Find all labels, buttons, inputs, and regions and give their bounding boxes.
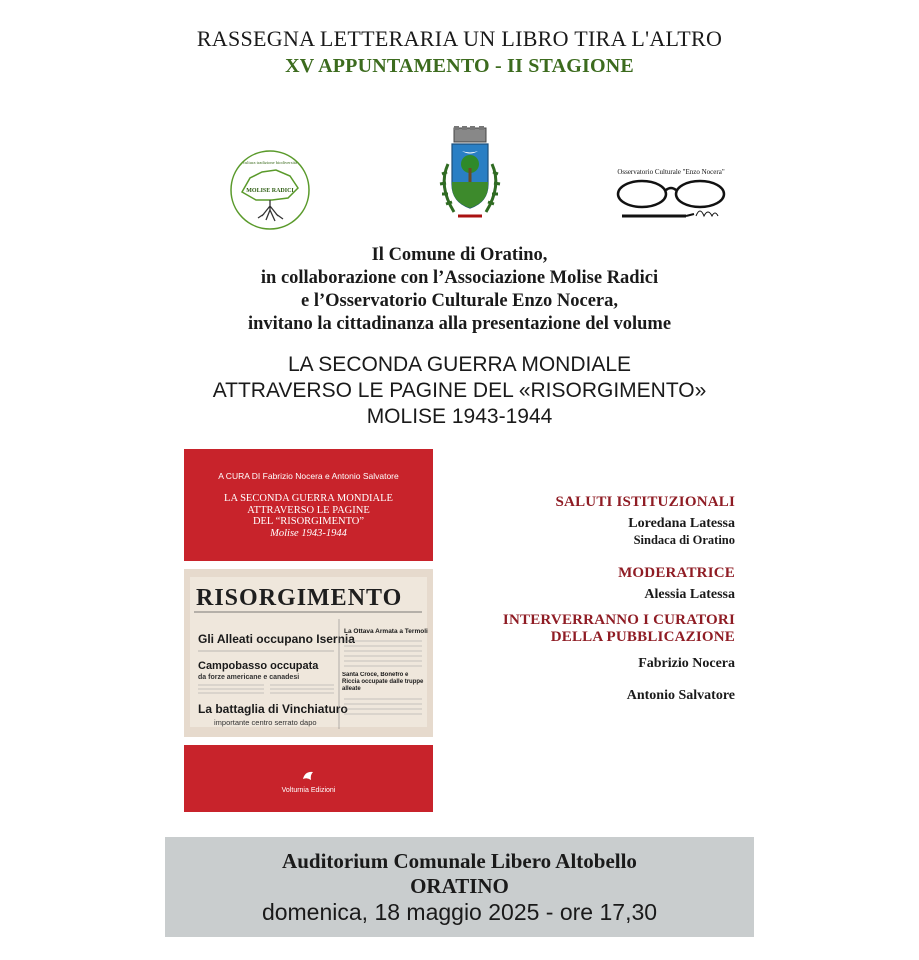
newspaper-side-headline-2: Santa Croce, Bonefro e Riccia occupate dalle truppe alleate (342, 672, 424, 692)
intro-line-1: Il Comune di Oratino, (371, 245, 548, 265)
cover-title-line-2: ATTRAVERSO LE PAGINE (247, 504, 370, 516)
event-series-title: RASSEGNA LETTERARIA UN LIBRO TIRA L'ALTRO (196, 26, 723, 51)
moderator-name: Alessia Latessa (644, 587, 735, 602)
intro-line-2: in collaborazione con l’Associazione Molise Radici (260, 268, 659, 288)
speakers-section-label-2: DELLA PUBBLICAZIONE (550, 629, 735, 645)
book-title-line-3: MOLISE 1943-1944 (366, 405, 553, 428)
glasses-logo (612, 160, 730, 226)
book-cover-bottom (184, 745, 433, 812)
greetings-section-label: SALUTI ISTITUZIONALI (555, 494, 735, 510)
venue-town: ORATINO (410, 874, 509, 898)
newspaper-headline-3: La battaglia di Vinchiaturo (198, 702, 348, 716)
newspaper-masthead: RISORGIMENTO (196, 585, 403, 611)
newspaper-headline-3-sub: importante centro serrato dapo (214, 718, 317, 727)
newspaper-headline-2-sub: da forze americane e canadesi (198, 674, 300, 681)
book-title (0, 352, 919, 430)
newspaper-headline-1: Gli Alleati occupano Isernia (198, 632, 355, 646)
cover-title-line-3: DEL “RISORGIMENTO” (252, 516, 365, 527)
publisher-name: Volturnia Edizioni (281, 787, 336, 794)
newspaper-headline-2: Campobasso occupata (198, 660, 319, 672)
venue-box (165, 837, 754, 937)
venue-name: Auditorium Comunale Libero Altobello (282, 849, 637, 873)
event-program (460, 494, 735, 704)
newspaper-side-headline-1: La Ottava Armata a Termoli (344, 628, 428, 635)
intro-line-4: invitano la cittadinanza alla presentazione del volume (247, 314, 672, 334)
book-title-line-2: ATTRAVERSO LE PAGINE DEL «RISORGIMENTO» (212, 379, 707, 402)
cover-title (184, 493, 433, 539)
cover-subtitle: Molise 1943-1944 (270, 527, 347, 539)
cover-title-line-1: LA SECONDA GUERRA MONDIALE (224, 493, 393, 504)
invitation-text (0, 244, 919, 336)
molise-radici-arc-text: cultura tradizione biodiversità (243, 160, 297, 165)
cover-curators: A CURA DI Fabrizio Nocera e Antonio Salvatore (218, 471, 399, 481)
molise-radici-text: MOLISE RADICI (246, 188, 294, 194)
greetings-role: Sindaca di Oratino (633, 533, 735, 547)
greetings-name: Loredana Latessa (628, 516, 735, 531)
event-edition-subtitle: XV APPUNTAMENTO - II STAGIONE (285, 55, 634, 77)
book-cover-top (184, 449, 433, 561)
publisher-logo-icon (301, 769, 315, 783)
speaker-name-1: Fabrizio Nocera (638, 656, 735, 671)
speakers-section-label-1: INTERVERRANNO I CURATORI (502, 612, 735, 628)
molise-radici-logo (228, 148, 312, 232)
newspaper-image (184, 569, 433, 737)
speaker-name-2: Antonio Salvatore (626, 688, 735, 703)
intro-line-3: e l’Osservatorio Culturale Enzo Nocera, (301, 291, 618, 311)
observatory-logo-text: Osservatorio Culturale "Enzo Nocera" (617, 168, 725, 176)
book-title-line-1: LA SECONDA GUERRA MONDIALE (287, 353, 632, 376)
oratino-coat-of-arms (428, 124, 512, 230)
event-datetime: domenica, 18 maggio 2025 - ore 17,30 (261, 899, 658, 925)
moderator-section-label: MODERATRICE (618, 565, 735, 581)
